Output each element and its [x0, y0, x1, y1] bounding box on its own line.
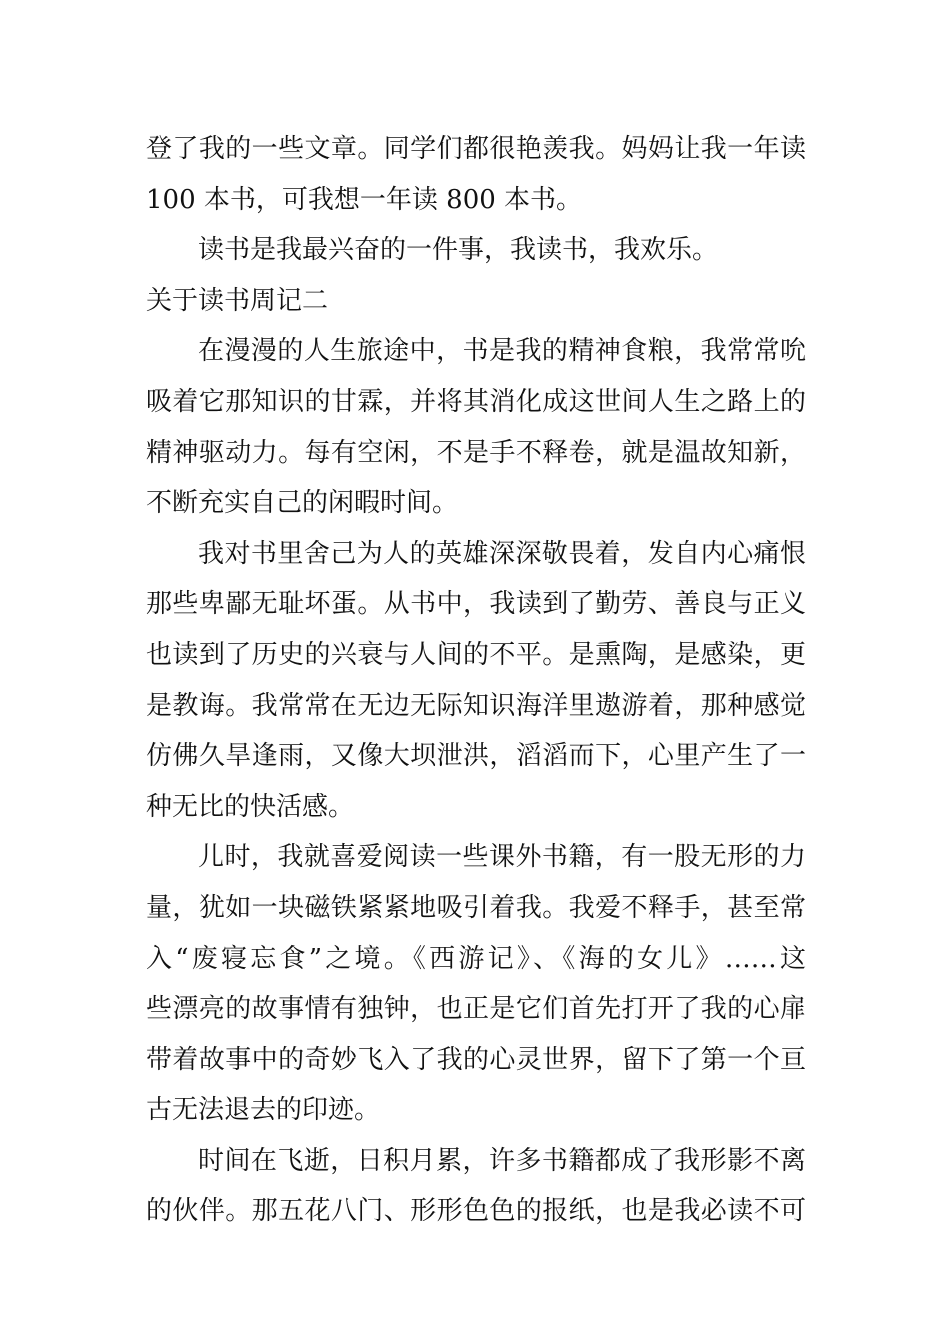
text-line: 时间在飞逝，日积月累，许多书籍都成了我形影不离 — [198, 1145, 806, 1176]
text-line: 读书是我最兴奋的一件事，我读书，我欢乐。 — [198, 235, 719, 266]
text-line: 那些卑鄙无耻坏蛋。从书中，我读到了勤劳、善良与正义 — [146, 589, 806, 620]
text-line: 带着故事中的奇妙飞入了我的心灵世界，留下了第一个亘 — [146, 1044, 806, 1075]
text-line: 精神驱动力。每有空闲，不是手不释卷，就是温故知新， — [146, 437, 806, 468]
text-line: 的伙伴。那五花八门、形形色色的报纸，也是我必读不可 — [146, 1196, 806, 1227]
text-line: 仿佛久旱逢雨，又像大坝泄洪，滔滔而下，心里产生了一 — [146, 741, 806, 772]
text-line: 在漫漫的人生旅途中，书是我的精神食粮，我常常吮 — [198, 336, 806, 367]
text-line: 我对书里舍己为人的英雄深深敬畏着，发自内心痛恨 — [198, 538, 806, 569]
text-line: 不断充实自己的闲暇时间。 — [146, 488, 459, 519]
section-heading: 关于读书周记二 — [146, 285, 329, 316]
text-line: 是教诲。我常常在无边无际知识海洋里遨游着，那种感觉 — [146, 690, 806, 721]
text-line: 些漂亮的故事情有独钟，也正是它们首先打开了我的心扉 — [146, 994, 806, 1025]
text-line: 吸着它那知识的甘霖，并将其消化成这世间人生之路上的 — [146, 386, 806, 417]
text-line: 登了我的一些文章。同学们都很艳羡我。妈妈让我一年读 — [146, 134, 806, 164]
text-line: 入“废寝忘食”之境。《西游记》、《海的女儿》……这 — [146, 943, 806, 974]
text-line: 100 本书，可我想一年读 800 本书。 — [146, 184, 583, 215]
text-line: 也读到了历史的兴衰与人间的不平。是熏陶，是感染，更 — [146, 639, 806, 670]
document-body — [146, 124, 806, 1237]
text-line: 儿时，我就喜爱阅读一些课外书籍，有一股无形的力 — [198, 842, 806, 873]
text-line: 种无比的快活感。 — [146, 791, 355, 822]
text-line: 古无法退去的印迹。 — [146, 1095, 381, 1126]
text-line: 量，犹如一块磁铁紧紧地吸引着我。我爱不释手，甚至常 — [146, 892, 806, 923]
